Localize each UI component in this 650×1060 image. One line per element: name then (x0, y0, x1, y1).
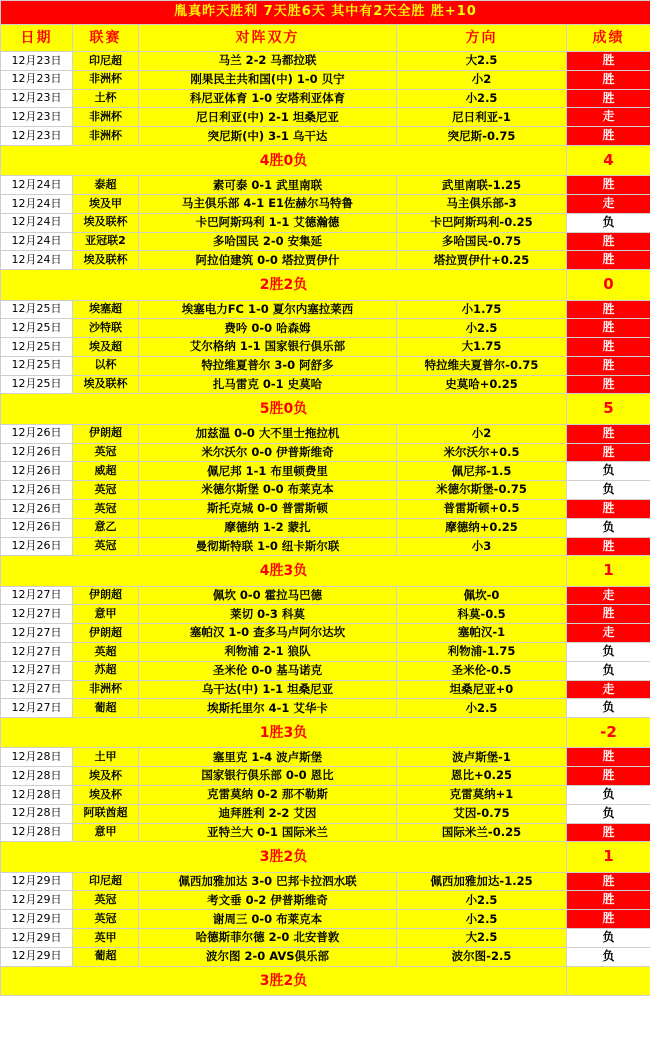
cell-match: 谢周三 0-0 布莱克本 (139, 910, 397, 929)
summary-count: 5 (567, 394, 650, 424)
cell-league: 伊朗超 (73, 624, 139, 643)
cell-date: 12月24日 (1, 213, 73, 232)
cell-match: 乌干达(中) 1-1 坦桑尼亚 (139, 680, 397, 699)
table-row (1, 443, 650, 462)
summary-row (1, 718, 650, 748)
cell-result: 胜 (567, 176, 650, 195)
cell-result: 胜 (567, 424, 650, 443)
table-row (1, 232, 650, 251)
table-row (1, 462, 650, 481)
summary-count: 4 (567, 146, 650, 176)
cell-league: 英冠 (73, 481, 139, 500)
cell-direction: 艾因-0.75 (397, 804, 567, 823)
cell-league: 以杯 (73, 356, 139, 375)
header-row (1, 24, 650, 51)
table-row (1, 642, 650, 661)
table-row (1, 785, 650, 804)
cell-direction: 大1.75 (397, 338, 567, 357)
cell-direction: 史莫哈+0.25 (397, 375, 567, 394)
cell-direction: 佩坎-0 (397, 586, 567, 605)
summary-row (1, 270, 650, 300)
cell-match: 艾尔格纳 1-1 国家银行俱乐部 (139, 338, 397, 357)
cell-result: 走 (567, 195, 650, 214)
cell-direction: 突尼斯-0.75 (397, 127, 567, 146)
cell-direction: 波卢斯堡-1 (397, 748, 567, 767)
summary-count (567, 966, 650, 995)
cell-match: 尼日利亚(中) 2-1 坦桑尼亚 (139, 108, 397, 127)
summary-row (1, 394, 650, 424)
cell-result: 胜 (567, 767, 650, 786)
cell-league: 意甲 (73, 823, 139, 842)
cell-date: 12月26日 (1, 499, 73, 518)
cell-league: 英冠 (73, 910, 139, 929)
cell-result: 负 (567, 518, 650, 537)
cell-date: 12月25日 (1, 375, 73, 394)
cell-date: 12月23日 (1, 127, 73, 146)
cell-direction: 塔拉贾伊什+0.25 (397, 251, 567, 270)
cell-result: 胜 (567, 89, 650, 108)
summary-label: 3胜2负 (1, 966, 567, 995)
cell-match: 刚果民主共和国(中) 1-0 贝宁 (139, 70, 397, 89)
cell-direction: 塞帕汉-1 (397, 624, 567, 643)
cell-league: 埃及杯 (73, 767, 139, 786)
column-header-match: 对阵双方 (139, 24, 397, 51)
summary-count: 0 (567, 270, 650, 300)
cell-result: 胜 (567, 872, 650, 891)
cell-result: 走 (567, 680, 650, 699)
cell-league: 威超 (73, 462, 139, 481)
table-row (1, 929, 650, 948)
table-row (1, 699, 650, 718)
column-header-result: 成绩 (567, 24, 650, 51)
cell-direction: 小2.5 (397, 699, 567, 718)
cell-league: 葡超 (73, 947, 139, 966)
cell-direction: 小2.5 (397, 89, 567, 108)
cell-direction: 小3 (397, 537, 567, 556)
cell-match: 国家银行俱乐部 0-0 恩比 (139, 767, 397, 786)
cell-match: 利物浦 2-1 狼队 (139, 642, 397, 661)
cell-date: 12月23日 (1, 70, 73, 89)
cell-direction: 圣米伦-0.5 (397, 661, 567, 680)
cell-date: 12月24日 (1, 251, 73, 270)
cell-result: 负 (567, 804, 650, 823)
cell-direction: 米尔沃尔+0.5 (397, 443, 567, 462)
cell-result: 胜 (567, 251, 650, 270)
cell-match: 佩西加雅加达 3-0 巴邦卡拉泗水联 (139, 872, 397, 891)
cell-match: 曼彻斯特联 1-0 纽卡斯尔联 (139, 537, 397, 556)
cell-league: 英冠 (73, 443, 139, 462)
cell-league: 泰超 (73, 176, 139, 195)
table-row (1, 127, 650, 146)
cell-date: 12月27日 (1, 680, 73, 699)
cell-league: 伊朗超 (73, 586, 139, 605)
cell-result: 胜 (567, 52, 650, 71)
cell-match: 斯托克城 0-0 普雷斯顿 (139, 499, 397, 518)
cell-league: 葡超 (73, 699, 139, 718)
cell-date: 12月29日 (1, 910, 73, 929)
cell-league: 英超 (73, 642, 139, 661)
cell-match: 佩尼邦 1-1 布里顿费里 (139, 462, 397, 481)
cell-direction: 小2.5 (397, 891, 567, 910)
cell-league: 意甲 (73, 605, 139, 624)
cell-league: 沙特联 (73, 319, 139, 338)
cell-result: 胜 (567, 319, 650, 338)
cell-date: 12月25日 (1, 300, 73, 319)
cell-direction: 大2.5 (397, 929, 567, 948)
cell-league: 意乙 (73, 518, 139, 537)
cell-match: 素可泰 0-1 武里南联 (139, 176, 397, 195)
summary-label: 1胜3负 (1, 718, 567, 748)
cell-match: 米尔沃尔 0-0 伊普斯维奇 (139, 443, 397, 462)
cell-direction: 科莫-0.5 (397, 605, 567, 624)
cell-direction: 克雷莫纳+1 (397, 785, 567, 804)
cell-direction: 大2.5 (397, 52, 567, 71)
table-row (1, 537, 650, 556)
table-row (1, 70, 650, 89)
cell-date: 12月27日 (1, 586, 73, 605)
summary-label: 4胜0负 (1, 146, 567, 176)
cell-result: 胜 (567, 443, 650, 462)
cell-date: 12月23日 (1, 108, 73, 127)
cell-match: 哈德斯菲尔德 2-0 北安普敦 (139, 929, 397, 948)
cell-league: 英冠 (73, 537, 139, 556)
cell-league: 埃及联杯 (73, 251, 139, 270)
table-row (1, 872, 650, 891)
cell-match: 佩坎 0-0 霍拉马巴德 (139, 586, 397, 605)
cell-league: 伊朗超 (73, 424, 139, 443)
cell-date: 12月29日 (1, 929, 73, 948)
cell-league: 埃及超 (73, 338, 139, 357)
cell-league: 埃及甲 (73, 195, 139, 214)
cell-league: 非洲杯 (73, 70, 139, 89)
cell-date: 12月27日 (1, 661, 73, 680)
cell-date: 12月23日 (1, 89, 73, 108)
table-row (1, 680, 650, 699)
cell-league: 埃及杯 (73, 785, 139, 804)
table-row (1, 300, 650, 319)
cell-match: 突尼斯(中) 3-1 乌干达 (139, 127, 397, 146)
cell-match: 迪拜胜利 2-2 艾因 (139, 804, 397, 823)
cell-date: 12月27日 (1, 642, 73, 661)
cell-date: 12月26日 (1, 443, 73, 462)
table-row (1, 910, 650, 929)
page-title: 胤真昨天胜利 7天胜6天 其中有2天全胜 胜+10 (1, 1, 650, 25)
table-row (1, 251, 650, 270)
cell-result: 胜 (567, 127, 650, 146)
cell-direction: 卡巴阿斯玛利-0.25 (397, 213, 567, 232)
cell-result: 走 (567, 586, 650, 605)
cell-league: 埃塞超 (73, 300, 139, 319)
cell-date: 12月29日 (1, 891, 73, 910)
cell-result: 胜 (567, 499, 650, 518)
table-row (1, 108, 650, 127)
cell-direction: 佩西加雅加达-1.25 (397, 872, 567, 891)
table-row (1, 499, 650, 518)
cell-match: 卡巴阿斯玛利 1-1 艾德瀚德 (139, 213, 397, 232)
cell-match: 塞帕汉 1-0 查多马卢阿尔达坎 (139, 624, 397, 643)
cell-result: 负 (567, 213, 650, 232)
cell-league: 英甲 (73, 929, 139, 948)
cell-match: 波尔图 2-0 AVS俱乐部 (139, 947, 397, 966)
cell-date: 12月29日 (1, 872, 73, 891)
cell-direction: 利物浦-1.75 (397, 642, 567, 661)
cell-direction: 波尔图-2.5 (397, 947, 567, 966)
table-row (1, 518, 650, 537)
table-row (1, 767, 650, 786)
cell-date: 12月27日 (1, 699, 73, 718)
cell-result: 胜 (567, 823, 650, 842)
cell-result: 胜 (567, 891, 650, 910)
cell-date: 12月28日 (1, 823, 73, 842)
summary-label: 5胜0负 (1, 394, 567, 424)
table-row (1, 891, 650, 910)
table-row (1, 748, 650, 767)
cell-league: 苏超 (73, 661, 139, 680)
cell-result: 胜 (567, 70, 650, 89)
cell-direction: 米德尔斯堡-0.75 (397, 481, 567, 500)
table-row (1, 661, 650, 680)
cell-direction: 尼日利亚-1 (397, 108, 567, 127)
cell-direction: 坦桑尼亚+0 (397, 680, 567, 699)
cell-result: 胜 (567, 910, 650, 929)
cell-direction: 武里南联-1.25 (397, 176, 567, 195)
cell-match: 阿拉伯建筑 0-0 塔拉贾伊什 (139, 251, 397, 270)
cell-result: 胜 (567, 300, 650, 319)
cell-match: 埃斯托里尔 4-1 艾华卡 (139, 699, 397, 718)
table-row (1, 52, 650, 71)
cell-direction: 摩德纳+0.25 (397, 518, 567, 537)
cell-match: 米德尔斯堡 0-0 布莱克本 (139, 481, 397, 500)
table-row (1, 213, 650, 232)
cell-result: 胜 (567, 338, 650, 357)
cell-result: 负 (567, 462, 650, 481)
cell-result: 胜 (567, 375, 650, 394)
table-row (1, 356, 650, 375)
cell-league: 埃及联杯 (73, 213, 139, 232)
cell-match: 圣米伦 0-0 基马诺克 (139, 661, 397, 680)
column-header-league: 联赛 (73, 24, 139, 51)
summary-label: 3胜2负 (1, 842, 567, 872)
table-body (1, 1, 650, 996)
table-row (1, 195, 650, 214)
cell-league: 亚冠联2 (73, 232, 139, 251)
cell-match: 亚特兰大 0-1 国际米兰 (139, 823, 397, 842)
cell-match: 费吟 0-0 哈森姆 (139, 319, 397, 338)
cell-direction: 普雷斯顿+0.5 (397, 499, 567, 518)
cell-result: 胜 (567, 537, 650, 556)
table-row (1, 338, 650, 357)
summary-row (1, 966, 650, 995)
cell-league: 埃及联杯 (73, 375, 139, 394)
summary-label: 2胜2负 (1, 270, 567, 300)
cell-match: 多哈国民 2-0 安集延 (139, 232, 397, 251)
cell-result: 负 (567, 642, 650, 661)
cell-direction: 国际米兰-0.25 (397, 823, 567, 842)
cell-league: 非洲杯 (73, 127, 139, 146)
summary-row (1, 146, 650, 176)
cell-direction: 多哈国民-0.75 (397, 232, 567, 251)
cell-match: 摩德纳 1-2 蒙扎 (139, 518, 397, 537)
cell-match: 特拉维夏普尔 3-0 阿舒多 (139, 356, 397, 375)
summary-count: 1 (567, 842, 650, 872)
cell-league: 非洲杯 (73, 108, 139, 127)
column-header-direction: 方向 (397, 24, 567, 51)
cell-match: 加兹温 0-0 大不里士拖拉机 (139, 424, 397, 443)
cell-match: 马兰 2-2 马都拉联 (139, 52, 397, 71)
table-row (1, 624, 650, 643)
cell-date: 12月27日 (1, 605, 73, 624)
summary-label: 4胜3负 (1, 556, 567, 586)
title-row (1, 1, 650, 25)
cell-result: 负 (567, 947, 650, 966)
cell-result: 负 (567, 481, 650, 500)
table-row (1, 586, 650, 605)
cell-result: 负 (567, 699, 650, 718)
cell-match: 考文垂 0-2 伊普斯维奇 (139, 891, 397, 910)
cell-league: 土杯 (73, 89, 139, 108)
cell-date: 12月25日 (1, 338, 73, 357)
table-row (1, 481, 650, 500)
cell-result: 胜 (567, 605, 650, 624)
cell-date: 12月26日 (1, 518, 73, 537)
cell-date: 12月25日 (1, 319, 73, 338)
table-row (1, 605, 650, 624)
cell-direction: 小2 (397, 70, 567, 89)
cell-direction: 小2.5 (397, 319, 567, 338)
cell-match: 克雷莫纳 0-2 那不勒斯 (139, 785, 397, 804)
cell-direction: 马主俱乐部-3 (397, 195, 567, 214)
cell-date: 12月26日 (1, 462, 73, 481)
cell-result: 胜 (567, 356, 650, 375)
cell-match: 埃塞电力FC 1-0 夏尔内塞拉莱西 (139, 300, 397, 319)
cell-date: 12月27日 (1, 624, 73, 643)
summary-row (1, 842, 650, 872)
table-row (1, 823, 650, 842)
cell-league: 印尼超 (73, 872, 139, 891)
cell-direction: 恩比+0.25 (397, 767, 567, 786)
cell-match: 莱切 0-3 科莫 (139, 605, 397, 624)
cell-date: 12月26日 (1, 537, 73, 556)
summary-row (1, 556, 650, 586)
table-row (1, 176, 650, 195)
table-row (1, 89, 650, 108)
table-row (1, 424, 650, 443)
cell-result: 走 (567, 624, 650, 643)
cell-direction: 小2.5 (397, 910, 567, 929)
summary-count: 1 (567, 556, 650, 586)
cell-result: 负 (567, 929, 650, 948)
summary-count: -2 (567, 718, 650, 748)
table-row (1, 375, 650, 394)
cell-direction: 小2 (397, 424, 567, 443)
cell-match: 科尼亚体育 1-0 安塔利亚体育 (139, 89, 397, 108)
cell-match: 塞里克 1-4 波卢斯堡 (139, 748, 397, 767)
cell-league: 英冠 (73, 499, 139, 518)
cell-direction: 佩尼邦-1.5 (397, 462, 567, 481)
cell-date: 12月24日 (1, 232, 73, 251)
cell-date: 12月29日 (1, 947, 73, 966)
cell-date: 12月24日 (1, 176, 73, 195)
cell-match: 马主俱乐部 4-1 E1佐赫尔马特鲁 (139, 195, 397, 214)
cell-result: 胜 (567, 748, 650, 767)
cell-result: 负 (567, 661, 650, 680)
cell-date: 12月23日 (1, 52, 73, 71)
cell-league: 阿联酋超 (73, 804, 139, 823)
cell-date: 12月26日 (1, 481, 73, 500)
cell-result: 胜 (567, 232, 650, 251)
cell-date: 12月28日 (1, 785, 73, 804)
cell-date: 12月28日 (1, 767, 73, 786)
cell-result: 负 (567, 785, 650, 804)
table-row (1, 804, 650, 823)
table-row (1, 947, 650, 966)
cell-direction: 小1.75 (397, 300, 567, 319)
column-header-date: 日期 (1, 24, 73, 51)
table-row (1, 319, 650, 338)
cell-date: 12月26日 (1, 424, 73, 443)
cell-date: 12月24日 (1, 195, 73, 214)
cell-league: 英冠 (73, 891, 139, 910)
cell-match: 扎马雷克 0-1 史莫哈 (139, 375, 397, 394)
cell-league: 非洲杯 (73, 680, 139, 699)
cell-date: 12月25日 (1, 356, 73, 375)
cell-date: 12月28日 (1, 804, 73, 823)
cell-result: 走 (567, 108, 650, 127)
cell-league: 印尼超 (73, 52, 139, 71)
cell-date: 12月28日 (1, 748, 73, 767)
cell-league: 土甲 (73, 748, 139, 767)
cell-direction: 特拉维夫夏普尔-0.75 (397, 356, 567, 375)
